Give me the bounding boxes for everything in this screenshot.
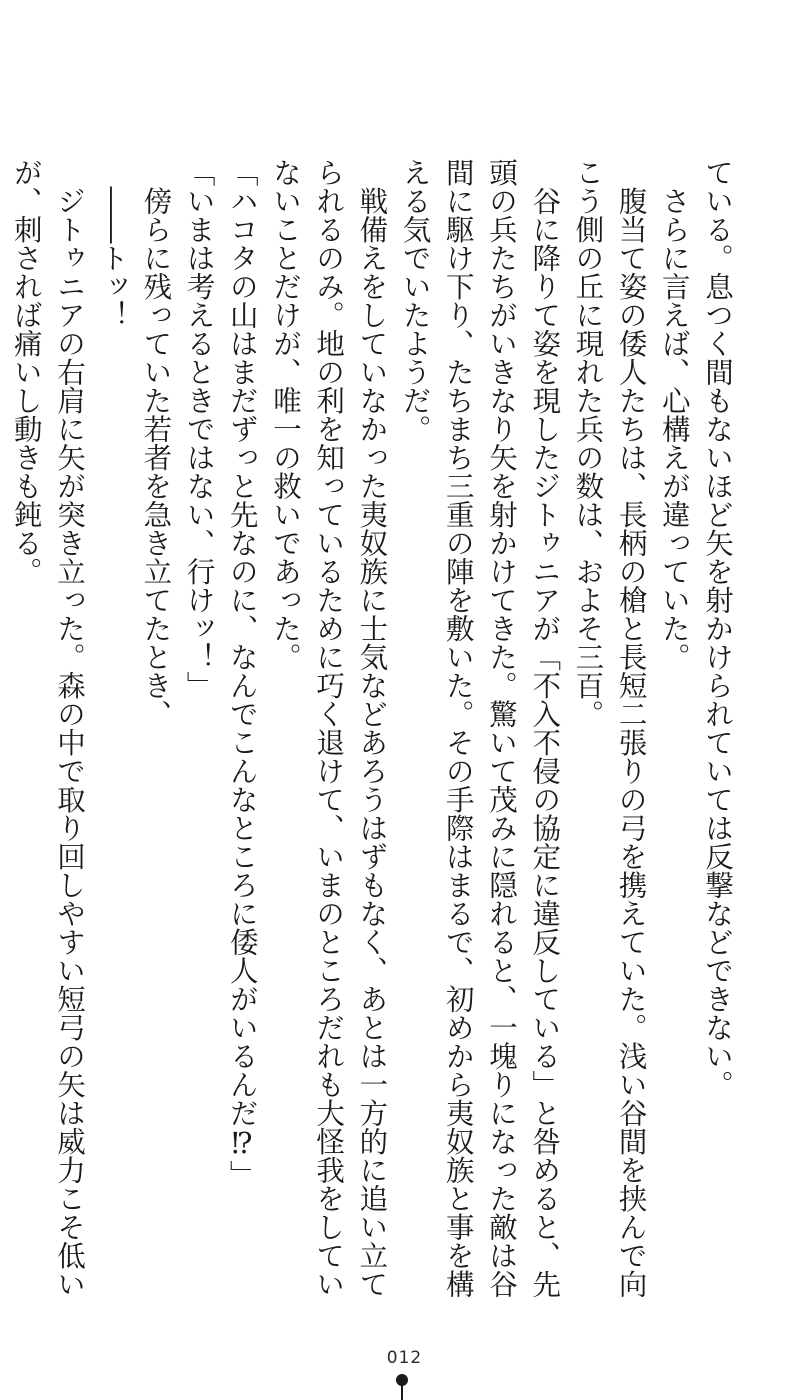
- text-line-14: 傍らに残っていた若者を急き立てたとき、: [139, 158, 173, 728]
- text-line-12: 「ハコタの山はまだずっと先なのに、なんでこんなところに倭人がいるんだ⁉」: [225, 158, 259, 1189]
- text-line-9: 戦備えをしていなかった夷奴族に士気などあろうはずもなく、あとは一方的に追い立て: [355, 158, 389, 1298]
- text-line-8: える気でいたようだ。: [398, 158, 432, 443]
- text-line-5: 谷に降りて姿を現したジトゥニアが「不入不侵の協定に違反している」と咎めると、先: [528, 158, 562, 1298]
- text-line-10: られるのみ。地の利を知っているために巧く退けて、いまのところだれも大怪我をしてい: [312, 158, 346, 1298]
- text-line-6: 頭の兵たちがいきなり矢を射かけてきた。驚いて茂みに隠れると、一塊りになった敵は谷: [484, 158, 518, 1298]
- text-line-2: さらに言えば、心構えが違っていた。: [657, 158, 691, 671]
- text-line-1: ている。息つく間もないほど矢を射かけられていては反撃などできない。: [701, 158, 734, 1099]
- vertical-text-body: [5, 158, 739, 1298]
- text-line-17: が、刺されば痛いし動きも鈍る。: [9, 158, 43, 586]
- text-line-16: ジトゥニアの右肩に矢が突き立った。森の中で取り回しやすい短弓の矢は威力こそ低い: [52, 158, 86, 1298]
- page-marker-icon: [396, 1374, 408, 1400]
- text-line-4: こう側の丘に現れた兵の数は、およそ三百。: [571, 158, 605, 728]
- page-marker-stem: [401, 1382, 403, 1400]
- page-number: 012: [386, 1348, 423, 1368]
- text-line-11: ないことだけが、唯一の救いであった。: [268, 158, 302, 671]
- text-line-7: 間に駆け下り、たちまち三重の陣を敷いた。その手際はまるで、初めから夷奴族と事を構: [441, 158, 475, 1298]
- text-line-3: 腹当て姿の倭人たちは、長柄の槍と長短二張りの弓を携えていた。浅い谷間を挟んで向: [614, 158, 648, 1298]
- text-line-13: 「いまは考えるときではない、行けッ！」: [182, 158, 216, 700]
- text-line-15: ――トッ！: [96, 158, 130, 329]
